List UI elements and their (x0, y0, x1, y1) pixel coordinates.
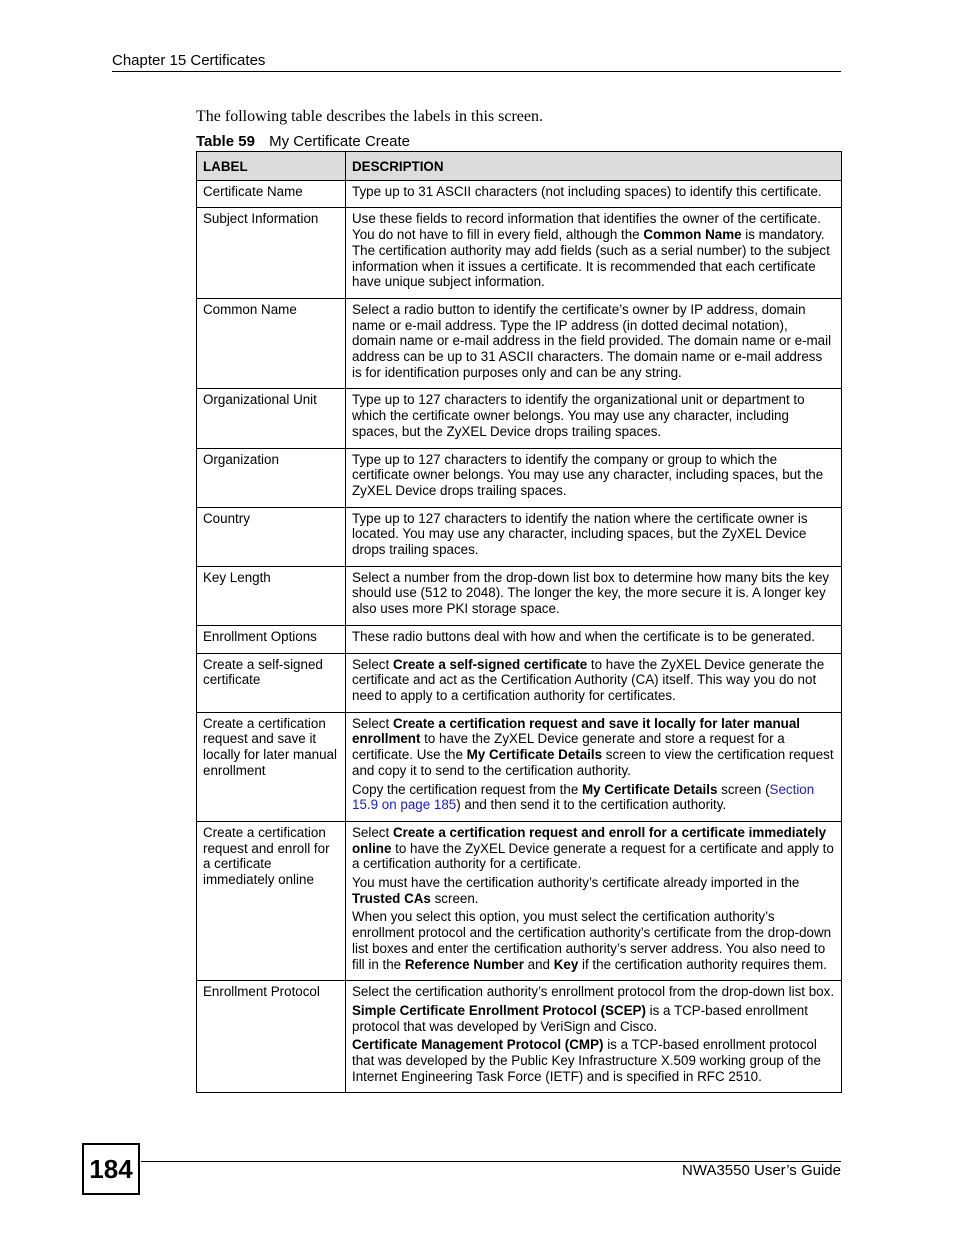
description-text: to have the ZyXEL Device generate a request for a certificate and apply to a certification authority for a certificate. (352, 840, 834, 872)
description-paragraph (352, 1037, 835, 1084)
bold-term: Reference Number (404, 956, 524, 972)
table-row (197, 566, 842, 625)
bold-term: Create a certification request and save it locally for later manual enrollment (352, 715, 801, 747)
bold-term: Trusted CAs (352, 890, 431, 906)
description-text: screen ( (717, 781, 770, 797)
description-text: Select the certification authority’s enrollment protocol from the drop-down list box. (352, 984, 835, 1000)
bold-term: My Certificate Details (466, 747, 603, 763)
row-label: Subject Information (197, 208, 346, 299)
description-text: Select (352, 715, 393, 731)
description-text: Type up to 31 ASCII characters (not including spaces) to identify this certificate. (352, 183, 822, 199)
description-text: When you select this option, you must select the certification authority’s enrollment protocol and the certification authority’s certificate from the drop-down list boxes and enter the certification authority’s server address. You also need to fill in the (352, 909, 832, 972)
bold-term: My Certificate Details (581, 781, 718, 797)
description-text: These radio buttons deal with how and when the certificate is to be generated. (352, 628, 816, 644)
row-label: Create a certification request and enroll for a certificate immediately online (197, 821, 346, 980)
row-description (346, 389, 842, 448)
column-header-description: DESCRIPTION (346, 152, 842, 181)
table-caption-title: My Certificate Create (269, 133, 410, 150)
description-text: You must have the certification authority’s certificate already imported in the (352, 875, 800, 891)
description-text: Select (352, 824, 393, 840)
bold-term: Simple Certificate Enrollment Protocol (SCEP) (352, 1002, 646, 1018)
description-text: to have the ZyXEL Device generate and store a request for a certificate. Use the (352, 731, 785, 763)
row-description (346, 507, 842, 566)
table-row (197, 208, 842, 299)
description-paragraph (352, 629, 835, 645)
description-text: Type up to 127 characters to identify the company or group to which the certificate owner belongs. You may use any character, including spaces, but the ZyXEL Device drops trailing spaces. (352, 451, 824, 498)
description-paragraph (352, 782, 835, 813)
description-paragraph (352, 984, 835, 1000)
table-row (197, 821, 842, 980)
row-description (346, 981, 842, 1093)
description-text: to have the ZyXEL Device generate the certificate and act as the Certification Authority (CA) itself. This way you do not need to apply to a certification authority for certificates. (352, 656, 825, 703)
description-paragraph (352, 302, 835, 381)
cross-reference-link[interactable]: Section 15.9 on page 185 (352, 781, 815, 813)
description-text: is a TCP-based enrollment protocol that was developed by the Public Key Infrastructure X.509 working group of the Internet Engineering Task Force (IETF) and is specified in RFC 2510. (352, 1037, 821, 1084)
row-label: Country (197, 507, 346, 566)
description-text: Copy the certification request from the (352, 781, 582, 797)
row-label: Create a certification request and save it locally for later manual enrollment (197, 712, 346, 821)
row-label: Enrollment Options (197, 625, 346, 653)
page-number: 184 (82, 1143, 140, 1195)
row-label: Organizational Unit (197, 389, 346, 448)
table-row (197, 625, 842, 653)
row-description (346, 208, 842, 299)
bold-term: Key (553, 956, 579, 972)
row-description (346, 653, 842, 712)
row-description (346, 625, 842, 653)
table-row (197, 389, 842, 448)
row-label: Create a self-signed certificate (197, 653, 346, 712)
table-row (197, 448, 842, 507)
bold-term: Certificate Management Protocol (CMP) (352, 1037, 604, 1053)
row-description (346, 566, 842, 625)
description-paragraph (352, 1003, 835, 1034)
description-paragraph (352, 511, 835, 558)
table-row (197, 653, 842, 712)
row-label: Organization (197, 448, 346, 507)
description-paragraph (352, 184, 835, 200)
description-paragraph (352, 825, 835, 872)
column-header-label: LABEL (197, 152, 346, 181)
row-label: Common Name (197, 298, 346, 389)
table-body (197, 180, 842, 1093)
description-text: screen to view the certification request and copy it to send to the certification authority. (352, 747, 834, 778)
intro-text: The following table describes the labels in this screen. (196, 108, 544, 125)
guide-title: NWA3550 User’s Guide (682, 1162, 841, 1179)
description-paragraph (352, 392, 835, 439)
bold-term: Create a self-signed certificate (392, 656, 588, 672)
description-text: is a TCP-based enrollment protocol that was developed by VeriSign and Cisco. (352, 1002, 808, 1034)
table-row (197, 507, 842, 566)
row-description (346, 448, 842, 507)
description-text: Use these fields to record information that identifies the owner of the certificate. You do not have to fill in every field, although the (352, 211, 821, 243)
description-text: is mandatory. The certification authority may add fields (such as a serial number) to the subject information when it issues a certificate. It is recommended that each certificate have unique subject information. (352, 227, 830, 290)
description-text: if the certification authority requires them. (578, 956, 827, 972)
description-paragraph (352, 875, 835, 906)
chapter-header: Chapter 15 Certificates (112, 52, 266, 69)
table-row (197, 298, 842, 389)
row-label: Enrollment Protocol (197, 981, 346, 1093)
table-row (197, 712, 842, 821)
description-text: Select (352, 656, 393, 672)
table-caption (196, 133, 410, 150)
description-text: and (523, 956, 554, 972)
bold-term: Create a certification request and enroll for a certificate immediately online (352, 824, 827, 856)
description-paragraph (352, 211, 835, 290)
description-paragraph (352, 570, 835, 617)
header-rule (112, 71, 841, 72)
table-caption-number: Table 59 (196, 133, 255, 150)
table-header-row (197, 152, 842, 181)
description-paragraph (352, 716, 835, 779)
row-description (346, 298, 842, 389)
description-text: Select a number from the drop-down list box to determine how many bits the key should use (512 to 2048). The longer the key, the more secure it is. A longer key also uses more PKI storage space. (352, 569, 830, 617)
table-row (197, 180, 842, 208)
description-text: ) and then send it to the certification authority. (456, 797, 727, 813)
description-paragraph (352, 657, 835, 704)
row-description (346, 821, 842, 980)
row-description (346, 180, 842, 208)
description-paragraph (352, 909, 835, 972)
description-paragraph (352, 452, 835, 499)
description-text: Select a radio button to identify the certificate’s owner by IP address, domain name or e-mail address. Type the IP address (in dotted decimal notation), domain name or e-mail address in the field provided. The domain name or e-mail address can be up to 31 ASCII characters. The domain name or e-mail address is for identification purposes only and can be any string. (352, 301, 832, 380)
table-row (197, 981, 842, 1093)
labels-table (196, 151, 842, 1093)
row-description (346, 712, 842, 821)
row-label: Certificate Name (197, 180, 346, 208)
bold-term: Common Name (643, 227, 742, 243)
row-label: Key Length (197, 566, 346, 625)
description-text: Type up to 127 characters to identify the nation where the certificate owner is located. You may use any character, including spaces, but the ZyXEL Device drops trailing spaces. (352, 510, 808, 558)
description-text: Type up to 127 characters to identify the organizational unit or department to which the certificate owner belongs. You may use any character, including spaces, but the ZyXEL Device drops trailing spaces. (352, 392, 805, 439)
description-text: screen. (430, 890, 479, 906)
